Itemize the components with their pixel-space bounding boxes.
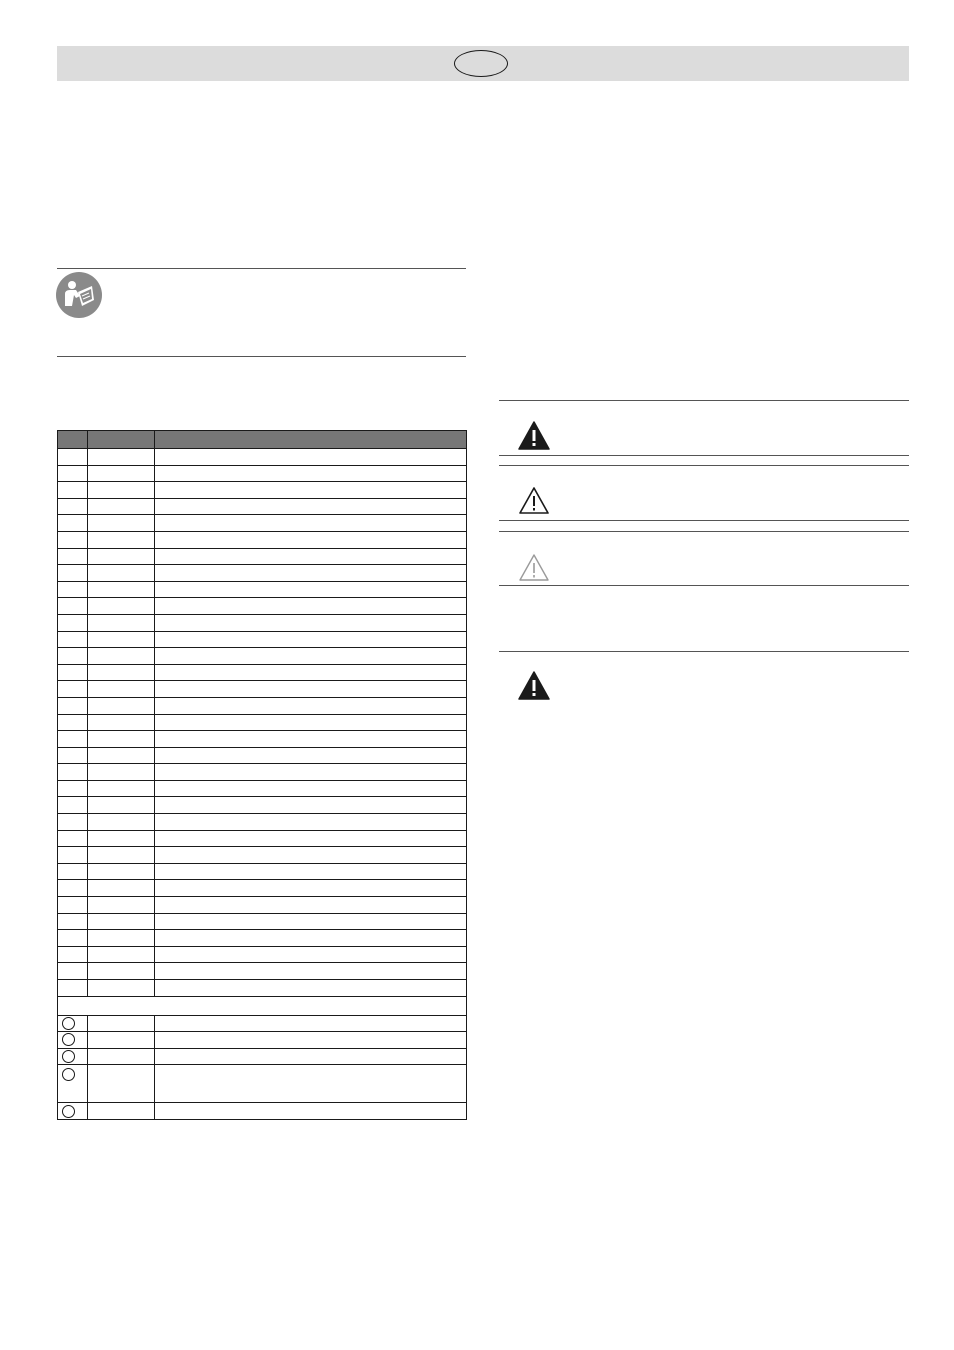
divider (499, 651, 909, 652)
language-badge (454, 50, 508, 77)
table-cell (88, 515, 155, 532)
table-cell (58, 714, 88, 731)
separator-label (58, 996, 467, 1015)
table-row (58, 1065, 467, 1103)
table-row (58, 531, 467, 548)
table-cell (88, 913, 155, 930)
table-cell-circled (58, 1015, 88, 1032)
table-row (58, 963, 467, 980)
table-cell (155, 1032, 467, 1049)
table-cell-circled (58, 1048, 88, 1065)
table-cell-circled (58, 1032, 88, 1049)
table-cell (88, 797, 155, 814)
table-row (58, 548, 467, 565)
table-cell (88, 863, 155, 880)
table-cell (58, 697, 88, 714)
table-cell (58, 531, 88, 548)
table-cell (155, 731, 467, 748)
table-cell (58, 814, 88, 831)
warning-light-icon (518, 553, 550, 582)
table-cell (88, 697, 155, 714)
table-cell (155, 697, 467, 714)
table-cell (155, 913, 467, 930)
table-row (58, 863, 467, 880)
table-cell (155, 880, 467, 897)
divider (499, 400, 909, 401)
table-row (58, 780, 467, 797)
table-cell (88, 1032, 155, 1049)
table-cell (88, 465, 155, 482)
table-row (58, 731, 467, 748)
table-cell (88, 847, 155, 864)
table-cell (88, 581, 155, 598)
table-cell (88, 548, 155, 565)
table-row (58, 498, 467, 515)
table-cell (155, 664, 467, 681)
table-cell (58, 581, 88, 598)
table-cell (155, 498, 467, 515)
table-cell (58, 830, 88, 847)
table-row (58, 847, 467, 864)
read-manual-icon (56, 272, 102, 318)
table-cell (155, 631, 467, 648)
table-cell (155, 963, 467, 980)
table-cell (58, 880, 88, 897)
table-row (58, 913, 467, 930)
table-cell (58, 980, 88, 997)
table-cell (88, 747, 155, 764)
table-cell (88, 565, 155, 582)
table-row (58, 449, 467, 466)
table-cell (58, 664, 88, 681)
table-cell (88, 930, 155, 947)
table-cell (155, 548, 467, 565)
table-cell (155, 714, 467, 731)
table-row (58, 714, 467, 731)
table-cell (155, 847, 467, 864)
table-cell (58, 847, 88, 864)
column-header (88, 431, 155, 449)
table-cell (155, 830, 467, 847)
table-cell (58, 515, 88, 532)
table-row (58, 946, 467, 963)
table-cell-circled (58, 1065, 88, 1103)
table-row (58, 930, 467, 947)
table-row (58, 598, 467, 615)
divider (499, 531, 909, 532)
table-row (58, 747, 467, 764)
table-cell (155, 648, 467, 665)
table-row (58, 681, 467, 698)
table-cell (88, 963, 155, 980)
table-cell (58, 482, 88, 499)
table-cell (88, 482, 155, 499)
table-cell (155, 1015, 467, 1032)
table-cell (155, 449, 467, 466)
column-header (58, 431, 88, 449)
table-cell (58, 598, 88, 615)
divider (499, 585, 909, 586)
circled-number (62, 1105, 75, 1118)
table-cell (155, 581, 467, 598)
table-row (58, 980, 467, 997)
table-row (58, 880, 467, 897)
table-cell (155, 565, 467, 582)
table-row (58, 897, 467, 914)
table-cell (155, 747, 467, 764)
table-cell (58, 913, 88, 930)
table-cell (88, 1065, 155, 1103)
table-cell (155, 598, 467, 615)
table-cell (88, 664, 155, 681)
table-row (58, 697, 467, 714)
table-header-row (58, 431, 467, 449)
table-row (58, 648, 467, 665)
table-row (58, 1103, 467, 1120)
table-cell (58, 565, 88, 582)
table-cell (88, 498, 155, 515)
table-row (58, 614, 467, 631)
table-cell (88, 1015, 155, 1032)
table-cell (88, 614, 155, 631)
table-row (58, 764, 467, 781)
table-row (58, 465, 467, 482)
table-row (58, 515, 467, 532)
divider (499, 520, 909, 521)
table-cell (155, 1103, 467, 1120)
table-cell (58, 548, 88, 565)
table-cell (88, 681, 155, 698)
table-row (58, 565, 467, 582)
table-cell (155, 1065, 467, 1103)
table-cell (88, 598, 155, 615)
column-header (155, 431, 467, 449)
table-cell (88, 980, 155, 997)
warning-outline-icon (518, 486, 550, 515)
table-cell (88, 880, 155, 897)
table-cell (155, 863, 467, 880)
table-cell (155, 897, 467, 914)
table-cell (88, 1048, 155, 1065)
divider (57, 356, 466, 357)
table-row (58, 830, 467, 847)
warning-filled-icon (518, 671, 550, 700)
divider (499, 465, 909, 466)
table-row (58, 482, 467, 499)
table-row (58, 797, 467, 814)
table-cell (88, 1103, 155, 1120)
table-cell (58, 797, 88, 814)
table-cell (58, 614, 88, 631)
table-cell (155, 980, 467, 997)
table-cell (88, 814, 155, 831)
table-cell (58, 449, 88, 466)
table-cell (88, 764, 155, 781)
parts-table (57, 430, 467, 1120)
table-cell (155, 946, 467, 963)
table-cell (88, 648, 155, 665)
table-cell (58, 465, 88, 482)
table-row (58, 664, 467, 681)
table-separator-row (58, 996, 467, 1015)
table-cell (58, 747, 88, 764)
table-cell (58, 946, 88, 963)
circled-number (62, 1033, 75, 1046)
table-cell (58, 631, 88, 648)
table-cell (88, 531, 155, 548)
table-cell (155, 930, 467, 947)
table-cell (58, 897, 88, 914)
table-row (58, 1032, 467, 1049)
table-cell (58, 681, 88, 698)
divider (499, 455, 909, 456)
table-row (58, 581, 467, 598)
table-cell (58, 731, 88, 748)
table-row (58, 814, 467, 831)
table-cell (88, 897, 155, 914)
table-cell (155, 531, 467, 548)
circled-number (62, 1017, 75, 1030)
table-cell (58, 780, 88, 797)
table-cell (58, 498, 88, 515)
table-cell (88, 780, 155, 797)
table-cell (155, 814, 467, 831)
table-cell (155, 797, 467, 814)
table-cell (155, 780, 467, 797)
table-cell (58, 930, 88, 947)
table-cell (88, 449, 155, 466)
table-cell (155, 1048, 467, 1065)
table-cell (155, 764, 467, 781)
table-cell (88, 714, 155, 731)
table-cell (58, 764, 88, 781)
table-row (58, 1048, 467, 1065)
divider (57, 268, 466, 269)
circled-number (62, 1068, 75, 1081)
table-cell (88, 830, 155, 847)
table-cell (88, 731, 155, 748)
table-cell (155, 614, 467, 631)
table-cell (155, 465, 467, 482)
table-cell (58, 863, 88, 880)
table-cell (155, 482, 467, 499)
circled-number (62, 1050, 75, 1063)
table-cell-circled (58, 1103, 88, 1120)
table-row (58, 631, 467, 648)
warning-filled-icon (518, 421, 550, 450)
table-cell (155, 681, 467, 698)
table-cell (58, 963, 88, 980)
table-cell (88, 946, 155, 963)
table-cell (155, 515, 467, 532)
table-cell (58, 648, 88, 665)
table-row (58, 1015, 467, 1032)
table-cell (88, 631, 155, 648)
